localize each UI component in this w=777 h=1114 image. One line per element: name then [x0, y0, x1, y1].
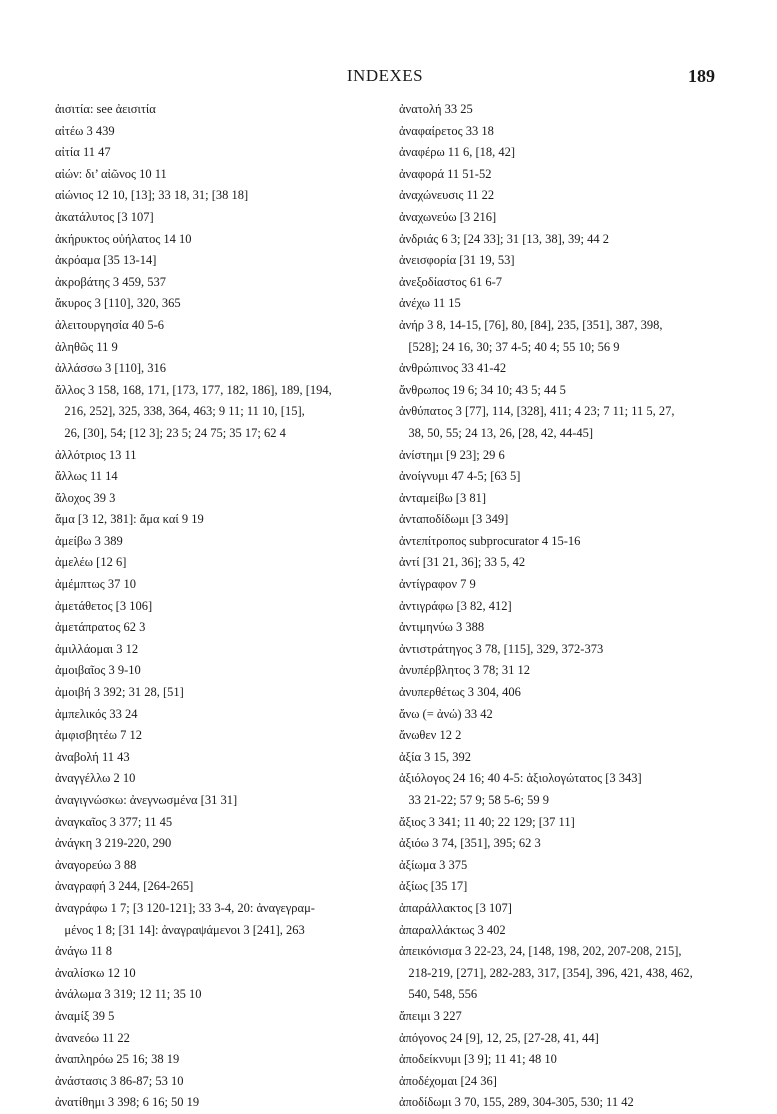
index-entry-line: ἀναγραφή 3 244, [264-265]: [55, 879, 194, 894]
running-head: INDEXES: [346, 66, 424, 85]
index-column-left: [55, 99, 385, 1114]
index-entry-line: ἀναπληρόω 25 16; 38 19: [55, 1052, 180, 1067]
index-entry-line: ἄπειμι 3 227: [399, 1008, 462, 1023]
index-entry-line: ἀντιστράτηγος 3 78, [115], 329, 372-373: [399, 641, 604, 656]
index-entry-line: ἀκήρυκτος οὐήλατος 14 10: [55, 231, 192, 246]
index-entry-line: ἀνάγω 11 8: [55, 944, 113, 959]
index-entry-line: ἀμπελικός 33 24: [55, 706, 138, 721]
index-entry-line: ἀναφέρω 11 6, [18, 42]: [399, 145, 516, 160]
index-entry-line: ἀναγκαῖος 3 377; 11 45: [55, 814, 173, 829]
index-entry-line: [528]; 24 16, 30; 37 4-5; 40 4; 55 10; 56 9: [399, 339, 620, 354]
index-entry-line: ἀπαραλλάκτως 3 402: [399, 922, 506, 937]
index-entry-line: ἀλλότριος 13 11: [55, 447, 137, 462]
index-entry-line: ἀντιμηνύω 3 388: [399, 620, 485, 635]
index-entry-line: 38, 50, 55; 24 13, 26, [28, 42, 44-45]: [399, 425, 594, 440]
index-entry-line: ἀμοιβή 3 392; 31 28, [51]: [55, 685, 184, 700]
index-entry-line: ἅμα [3 12, 381]: ἅμα καί 9 19: [55, 512, 204, 527]
index-entry-line: αἰτία 11 47: [55, 145, 111, 160]
index-entry-line: ἀναγιγνώσκω: ἀνεγνωσμένα [31 31]: [55, 793, 238, 807]
index-entry-line: ἀληθῶς 11 9: [55, 339, 118, 354]
index-entry-line: 216, 252], 325, 338, 364, 463; 9 11; 11 10, [15],: [55, 404, 305, 419]
index-entry-line: ἀναγορεύω 3 88: [55, 857, 137, 872]
index-entry-line: ἀναγγέλλω 2 10: [55, 771, 136, 786]
index-entry-line: ἀκρόαμα [35 13-14]: [55, 253, 157, 268]
index-entry-line: 218-219, [271], 282-283, 317, [354], 396, 421, 438, 462,: [399, 965, 693, 980]
index-entry-line: ἀμοιβαῖος 3 9-10: [55, 663, 141, 678]
index-entry-line: ἀναβολή 11 43: [55, 749, 130, 764]
index-entry-line: ἀντεπίτροπος subprocurator 4 15-16: [399, 533, 581, 548]
index-entry-line: ἀλειτουργησία 40 5-6: [55, 317, 165, 332]
index-entry-line: ἄνωθεν 12 2: [399, 728, 462, 743]
index-entry-line: ἀνδριάς 6 3; [24 33]; 31 [13, 38], 39; 44 2: [399, 231, 610, 246]
index-entry-line: ἀναχώνευσις 11 22: [399, 188, 495, 203]
index-entry-line: ἀνεισφορία [31 19, 53]: [399, 253, 515, 268]
index-entry-line: αἰτέω 3 439: [55, 123, 115, 138]
index-entry-line: ἀντιγράφω [3 82, 412]: [399, 598, 512, 613]
index-entry-line: ἀξιόω 3 74, [351], 395; 62 3: [399, 836, 541, 851]
index-entry-line: ἀναφορά 11 51-52: [399, 166, 492, 181]
index-entry-line: ἀπεικόνισμα 3 22-23, 24, [148, 198, 202, 207-208, 215],: [399, 944, 682, 959]
index-entry-line: ἀνήρ 3 8, 14-15, [76], 80, [84], 235, [351], 387, 398,: [399, 317, 663, 332]
index-entry-line: ἄνθρωπος 19 6; 34 10; 43 5; 44 5: [399, 382, 566, 397]
index-entry-line: ἀνάγκη 3 219-220, 290: [55, 836, 172, 851]
index-entry-line: ἀνατίθημι 3 398; 6 16; 50 19: [55, 1095, 200, 1110]
index-entry-line: ἀπαράλλακτος [3 107]: [399, 900, 512, 915]
index-entry-line: ἄνω (= ἀνώ) 33 42: [399, 706, 493, 721]
index-entry-line: ἀνάστασις 3 86-87; 53 10: [55, 1073, 184, 1088]
index-entry-line: ἀνανεόω 11 22: [55, 1030, 130, 1045]
index-entry-line: 540, 548, 556: [399, 987, 478, 1002]
index-entry-line: ἀμείβω 3 389: [55, 533, 123, 548]
index-entry-line: ἀντί [31 21, 36]; 33 5, 42: [399, 555, 526, 570]
index-entry-line: ἀμιλλάομαι 3 12: [55, 641, 139, 656]
index-entry-line: ἀξία 3 15, 392: [399, 749, 472, 764]
index-entry-line: ἀποδίδωμι 3 70, 155, 289, 304-305, 530; 11 42: [399, 1095, 634, 1110]
index-entry-line: 26, [30], 54; [12 3]; 23 5; 24 75; 35 17; 62 4: [55, 425, 286, 440]
index-entry-line: ἀναγράφω 1 7; [3 120-121]; 33 3-4, 20: ἀναγεγραμ-: [55, 900, 315, 915]
index-entry-line: ἄλλως 11 14: [55, 469, 118, 484]
index-entry-line: ἀνάλωμα 3 319; 12 11; 35 10: [55, 987, 202, 1002]
index-entry-line: ἀμφισβητέω 7 12: [55, 728, 142, 743]
index-entry-line: ἀντίγραφον 7 9: [399, 577, 476, 592]
index-entry-line: ἀποδείκνυμι [3 9]; 11 41; 48 10: [399, 1052, 557, 1067]
page-header: [55, 66, 715, 88]
index-entry-line: ἀνέχω 11 15: [399, 296, 461, 311]
index-entry-line: ἀναμίξ 39 5: [55, 1008, 115, 1023]
index-entry-line: ἄξιος 3 341; 11 40; 22 129; [37 11]: [399, 814, 575, 829]
index-entry-line: ἀνθρώπινος 33 41-42: [399, 361, 507, 376]
page-number: 189: [688, 66, 715, 86]
index-column-right: [399, 99, 729, 1114]
index-entry-line: ἀξιόλογος 24 16; 40 4-5: ἀξιολογώτατος [3 343]: [399, 771, 642, 786]
index-entry-line: ἀναφαίρετος 33 18: [399, 123, 494, 138]
index-entry-line: ἀξίωμα 3 375: [399, 857, 468, 872]
index-entry-line: ἀνταποδίδωμι [3 349]: [399, 512, 509, 527]
index-entry-line: ἀμετάθετος [3 106]: [55, 598, 153, 613]
index-entry-line: αἰώνιος 12 10, [13]; 33 18, 31; [38 18]: [55, 188, 249, 203]
index-entry-line: ἀκατάλυτος [3 107]: [55, 209, 154, 224]
index-entry-line: ἀποδέχομαι [24 36]: [399, 1073, 497, 1088]
index-entry-line: ἀλλάσσω 3 [110], 316: [55, 361, 167, 376]
index-entry-line: ἀνίστημι [9 23]; 29 6: [399, 447, 505, 462]
index-entry-line: ἀνθύπατος 3 [77], 114, [328], 411; 4 23; 7 11; 11 5, 27,: [399, 404, 675, 419]
index-entry-line: ἀνυπέρβλητος 3 78; 31 12: [399, 663, 530, 678]
index-entry-line: ἀνατολή 33 25: [399, 102, 473, 116]
index-entry-line: ἄκυρος 3 [110], 320, 365: [55, 296, 181, 311]
index-entry-line: ἀκροβάτης 3 459, 537: [55, 274, 167, 289]
index-entry-line: ἄλλος 3 158, 168, 171, [173, 177, 182, 186], 189, [194,: [55, 382, 332, 397]
index-entry-line: ἀμετάπρατος 62 3: [55, 620, 146, 635]
index-entry-line: ἀνταμείβω [3 81]: [399, 490, 486, 505]
index-entry-line: ἀνεξοδίαστος 61 6-7: [399, 274, 502, 289]
index-entry-line: αἰών: δι’ αἰῶνος 10 11: [55, 166, 167, 181]
index-entry-line: ἀπόγονος 24 [9], 12, 25, [27-28, 41, 44]: [399, 1030, 599, 1045]
index-entry-line: ἄλοχος 39 3: [55, 490, 116, 505]
index-entry-line: ἀμελέω [12 6]: [55, 555, 127, 570]
index-entry-line: 33 21-22; 57 9; 58 5-6; 59 9: [399, 793, 549, 807]
index-entry-line: ἀισιτία: see ἀεισιτία: [55, 102, 156, 116]
index-entry-line: ἀξίως [35 17]: [399, 879, 468, 894]
index-entry-line: ἀνοίγνυμι 47 4-5; [63 5]: [399, 469, 521, 484]
index-entry-line: ἀνυπερθέτως 3 304, 406: [399, 685, 521, 700]
index-entry-line: ἀναχωνεύω [3 216]: [399, 209, 497, 224]
index-entry-line: ἀμέμπτως 37 10: [55, 577, 136, 592]
index-entry-line: μένος 1 8; [31 14]: ἀναγραψάμενοι 3 [241], 263: [55, 922, 305, 937]
index-entry-line: ἀναλίσκω 12 10: [55, 965, 136, 980]
